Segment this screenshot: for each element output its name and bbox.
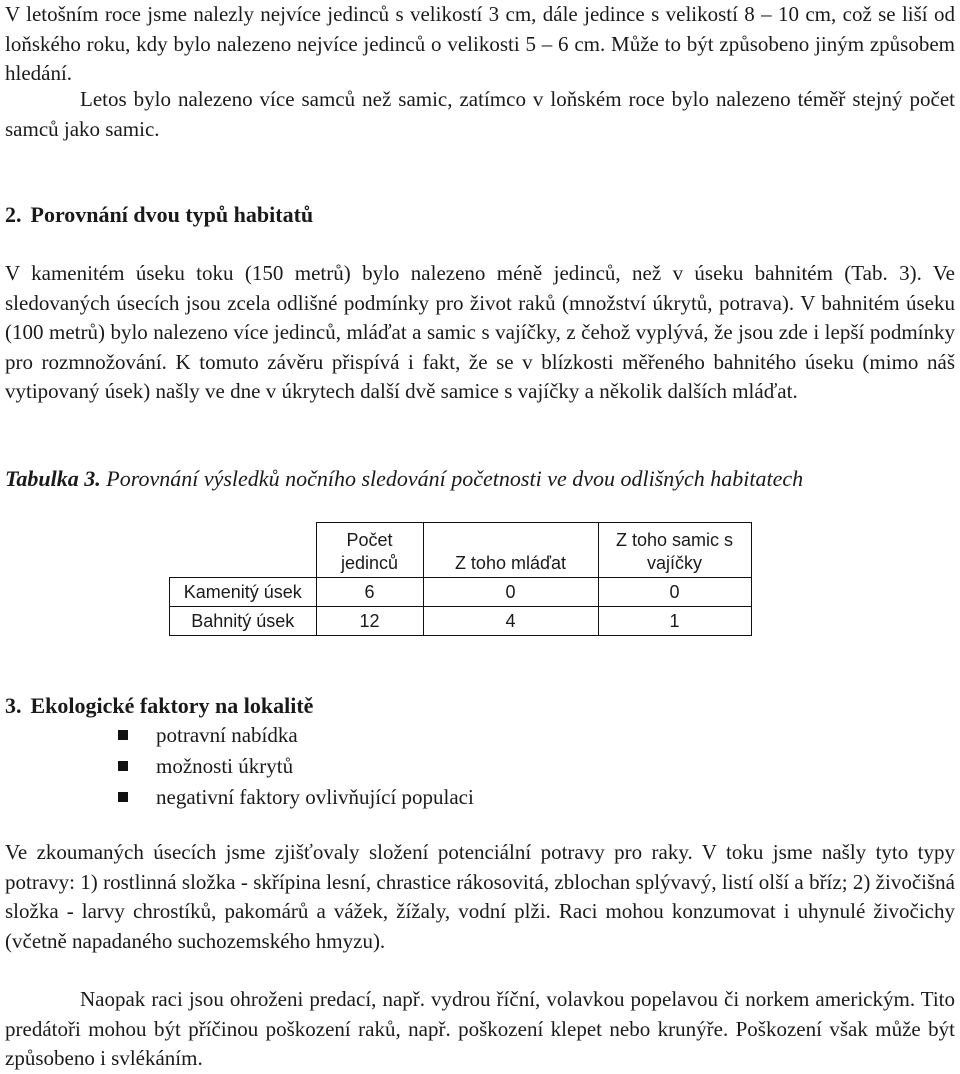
section-3-heading	[5, 691, 955, 721]
section-2-number: 2.	[5, 202, 22, 227]
table-header-cell: Počet jedinců	[316, 523, 423, 578]
list-item	[118, 751, 474, 782]
food-paragraph: Ve zkoumaných úsecích jsme zjišťovaly složení potenciální potravy pro raky. V toku jsme našly tyto typy potravy: 1) rostlinná složka - skřípina lesní, chrastice rákosovitá, zblochan splývavý, listí olší a bříz; 2) živočišná složka - larvy chrostíků, pakomárů a vážek, žížaly, vodní plži. Raci mohou konzumovat i uhynulé živočichy (včetně napadaného suchozemského hmyzu).	[5, 840, 955, 953]
square-bullet-icon	[118, 761, 128, 771]
table-3-caption	[5, 464, 955, 494]
table-cell: 4	[423, 607, 598, 636]
square-bullet-icon	[118, 792, 128, 802]
table-cell: 6	[316, 578, 423, 607]
intro-paragraph-sizes: V letošním roce jsme nalezly nejvíce jedinců s velikostí 3 cm, dále jedince s velikostí 8 – 10 cm, což se liší od loňského roku, kdy bylo nalezeno nejvíce jedinců o velikosti 5 – 6 cm. Může to být způsobeno jiným způsobem hledání.	[5, 2, 955, 85]
table-row	[170, 607, 752, 636]
table-cell: 0	[423, 578, 598, 607]
list-item-text: možnosti úkrytů	[156, 754, 294, 778]
section-3-title: Ekologické faktory na lokalitě	[30, 693, 314, 718]
table-corner-cell	[170, 523, 317, 578]
table-3-caption-text: Porovnání výsledků nočního sledování početnosti ve dvou odlišných habitatech	[106, 466, 804, 491]
factor-list	[118, 720, 474, 813]
list-item-text: negativní faktory ovlivňující populaci	[156, 785, 474, 809]
section-2-body: V kamenitém úseku toku (150 metrů) bylo nalezeno méně jedinců, než v úseku bahnitém (Tab. 3). Ve sledovaných úsecích jsou zcela odlišné podmínky pro život raků (množství úkrytů, potrava). V bahnitém úseku (100 metrů) bylo nalezeno více jedinců, mláďat a samic s vajíčky, z čehož vyplývá, že jsou zde i lepší podmínky pro rozmnožování. K tomuto závěru přispívá i fakt, že se v blízkosti měřeného bahnitého úseku (mimo náš vytipovaný úsek) našly ve dne v úkrytech další dvě samice s vajíčky a několik dalších mláďat.	[5, 261, 955, 403]
section-2-title: Porovnání dvou typů habitatů	[30, 202, 314, 227]
table-cell: 1	[598, 607, 751, 636]
predation-paragraph: Naopak raci jsou ohroženi predací, např. vydrou říční, volavkou popelavou či norkem americkým. Tito predátoři mohou být příčinou poškození raků, např. poškození klepet nebo krunýře. Poškození však může být způsobeno i svlékáním.	[5, 987, 955, 1070]
list-item	[118, 720, 474, 751]
square-bullet-icon	[118, 730, 128, 740]
table-row	[170, 578, 752, 607]
list-item-text: potravní nabídka	[156, 723, 298, 747]
intro-paragraph-sex-ratio: Letos bylo nalezeno více samců než samic, zatímco v loňském roce bylo nalezeno téměř stejný počet samců jako samic.	[5, 87, 955, 141]
list-item	[118, 782, 474, 813]
table-3-label: Tabulka 3.	[5, 466, 101, 491]
table-3	[169, 522, 752, 636]
table-header-row	[170, 523, 752, 578]
table-header-cell: Z toho mláďat	[423, 523, 598, 578]
table-cell: 0	[598, 578, 751, 607]
section-2-heading	[5, 200, 955, 230]
table-cell: 12	[316, 607, 423, 636]
table-row-label: Bahnitý úsek	[170, 607, 317, 636]
section-3-number: 3.	[5, 693, 22, 718]
table-row-label: Kamenitý úsek	[170, 578, 317, 607]
table-header-cell: Z toho samic s vajíčky	[598, 523, 751, 578]
